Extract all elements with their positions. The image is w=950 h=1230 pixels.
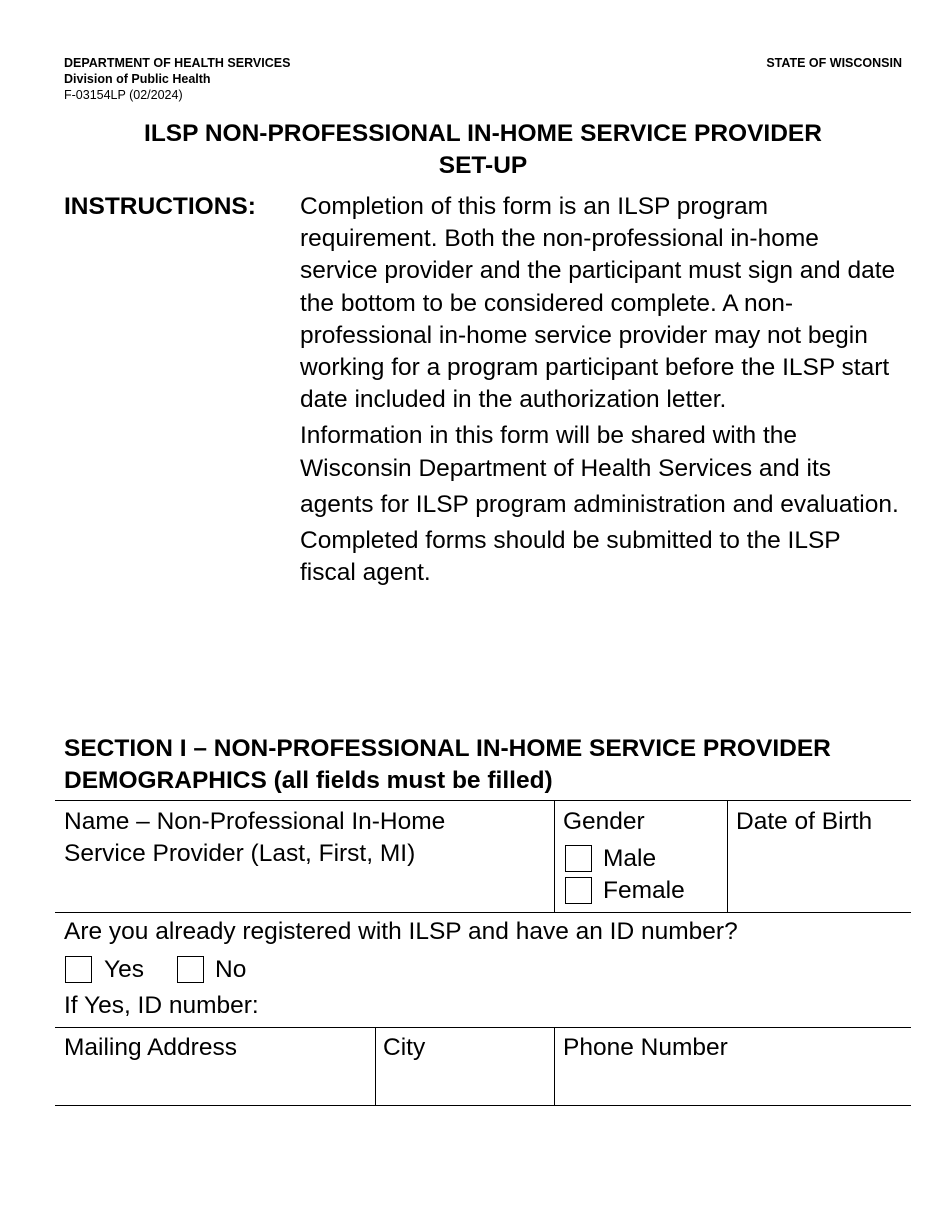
- divider-city-phone: [554, 1027, 555, 1106]
- registered-no-checkbox[interactable]: [177, 956, 204, 983]
- gender-label: Gender: [563, 808, 645, 835]
- division-name: Division of Public Health: [64, 72, 211, 86]
- instructions-paragraph-4: Completed forms should be submitted to the ILSP fiscal agent.: [300, 527, 841, 587]
- form-title-line2: SET-UP: [438, 152, 528, 179]
- table-bottom-border: [55, 1105, 911, 1106]
- registered-yes-checkbox[interactable]: [65, 956, 92, 983]
- form-title: [64, 118, 902, 182]
- instructions-paragraph-2: Information in this form will be shared with the Wisconsin Department of Health Services and its: [300, 422, 832, 482]
- date-of-birth-field[interactable]: Date of Birth: [736, 808, 873, 835]
- gender-female-checkbox[interactable]: [565, 877, 592, 904]
- table-top-border: [55, 800, 911, 801]
- gender-female-label: Female: [603, 877, 685, 904]
- registered-no-label: No: [215, 956, 247, 983]
- instructions-text: [300, 191, 900, 593]
- id-number-field[interactable]: If Yes, ID number:: [64, 992, 259, 1019]
- instructions-paragraph-1: Completion of this form is an ILSP program requirement. Both the non-professional in-home service provider and the participant must sign and date the bottom to be considered complete. A non-professional in-home service provider may not begin working for a program participant before the ILSP start date included in the authorization letter.: [300, 193, 896, 414]
- phone-number-field[interactable]: Phone Number: [563, 1034, 728, 1061]
- state-name: STATE OF WISCONSIN: [766, 56, 902, 70]
- instructions-paragraph-3: agents for ILSP program administration and evaluation.: [300, 490, 899, 518]
- department-name: DEPARTMENT OF HEALTH SERVICES: [64, 56, 291, 70]
- registered-question: Are you already registered with ILSP and have an ID number?: [64, 918, 738, 945]
- city-field[interactable]: City: [383, 1034, 426, 1061]
- divider-address-city: [375, 1027, 376, 1106]
- mailing-address-field[interactable]: Mailing Address: [64, 1034, 237, 1061]
- gender-male-label: Male: [603, 845, 657, 872]
- provider-name-field[interactable]: [64, 806, 445, 870]
- gender-male-checkbox[interactable]: [565, 845, 592, 872]
- divider-name-gender: [554, 800, 555, 912]
- divider-gender-dob: [727, 800, 728, 912]
- form-number: F-03154LP (02/2024): [64, 88, 183, 102]
- provider-name-label-line2: Service Provider (Last, First, MI): [64, 840, 416, 867]
- form-title-line1: ILSP NON-PROFESSIONAL IN-HOME SERVICE PROVIDER: [144, 120, 822, 147]
- row-1-bottom-border: [55, 912, 911, 913]
- section-1-title: SECTION I – NON-PROFESSIONAL IN-HOME SERVICE PROVIDER DEMOGRAPHICS (all fields must be filled): [64, 735, 831, 794]
- instructions-label: INSTRUCTIONS:: [64, 193, 256, 220]
- provider-name-label-line1: Name – Non-Professional In-Home: [64, 808, 446, 835]
- row-2-bottom-border: [55, 1027, 911, 1028]
- registered-yes-label: Yes: [104, 956, 144, 983]
